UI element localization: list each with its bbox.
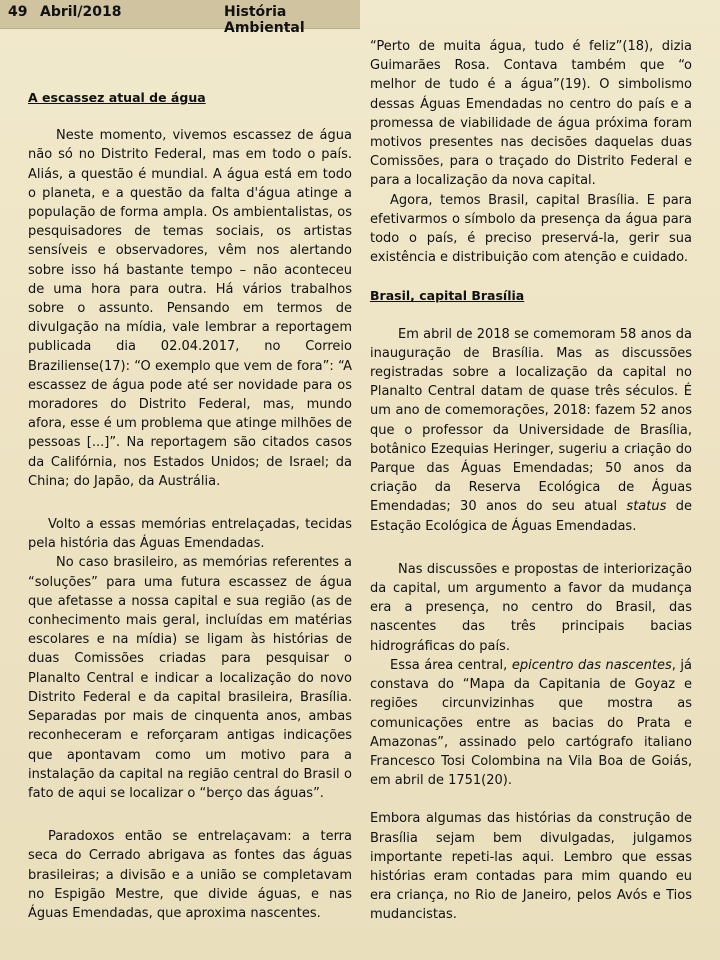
issue-date: Abril/2018: [40, 4, 122, 20]
paragraph: Paradoxos então se entrelaçavam: a terra seca do Cerrado abrigava as fontes das águas brasileiras; a divisão e a união se completavam no Espigão Mestre, que divide águas, e nas Águas Emendadas, que aproxima nascentes.: [28, 829, 352, 921]
paragraph: Essa área central, epicentro das nascentes, já constava do “Mapa da Capitania de Goyaz e regiões circunvizinhas que mostra as comunicações entre as bacias do Prata e Amazonas”, assinado pelo cartógrafo italiano Francesco Tosi Colombina na Vila Boa de Goiás, em abril de 1751(20).: [370, 657, 693, 789]
page-header: [0, 0, 360, 36]
paragraph: Volto a essas memórias entrelaçadas, tecidas pela história das Águas Emendadas.: [28, 517, 352, 552]
right-column: [370, 37, 692, 925]
section-heading-brasilia: Brasil, capital Brasília: [370, 288, 525, 304]
section-heading-scarcity: A escassez atual de água: [28, 90, 206, 105]
paragraph: Em abril de 2018 se comemoram 58 anos da inauguração de Brasília. Mas as discussões registradas sobre a localização da capital no Planalto Central datam de quase três séculos. É um ano de comemorações, 2018: fazem 52 anos que o professor da Universidade de Brasília, botânico Ezequias Heringer, sugeriu a criação do Parque das Águas Emendadas; 50 anos da criação da Reserva Ecológica de Águas Emendadas; 30 anos do seu atual status de Estação Ecológica de Águas Emendadas.: [370, 326, 692, 534]
paragraph: “Perto de muita água, tudo é feliz”(18), dizia Guimarães Rosa. Contava também que “o melhor de tudo é a água”(19). O simbolismo dessas Águas Emendadas no centro do país e a promessa de viabilidade de água próxima foram motivos presentes nas decisões daquelas duas Comissões, para o traçado do Distrito Federal e para a localização da nova capital.: [370, 39, 692, 189]
paragraph: Neste momento, vivemos escassez de água não só no Distrito Federal, mas em todo o país. Aliás, a questão é mundial. A água está em todo o planeta, e a questão da falta d'água atinge a população de forma ampla. Os ambientalistas, os pesquisadores de temas sociais, os artistas sensíveis e observadores, vêm nos alertando sobre isso há bastante tempo – não aconteceu de uma hora para outra. Há vários trabalhos sobre o assunto. Pensando em termos de divulgação na mídia, vale lembrar a reportagem publicada dia 02.04.2017, no Correio Braziliense(17): “O exemplo que vem de fora”: “A escassez de água pode até ser novidade para os moradores do Distrito Federal, mas, mundo afora, esse é um problema que atinge milhões de pessoas [...]”. Na reportagem são citados casos da Califórnia, nos Estados Unidos; de Israel; da China; do Japão, da Austrália.: [28, 128, 352, 489]
left-column: [28, 88, 352, 923]
page-number: 49: [8, 4, 28, 20]
paragraph: Agora, temos Brasil, capital Brasília. E para efetivarmos o símbolo da presença da água para todo o país, é preciso preservá-la, gerir sua existência e distribuição com atenção e cuidado.: [370, 192, 692, 266]
section-title: História Ambiental: [224, 4, 305, 36]
paragraph: Nas discussões e propostas de interiorização da capital, um argumento a favor da mudança era a presença, no centro do Brasil, das nascentes das três principais bacias hidrográficas do país.: [370, 561, 692, 654]
paragraph: No caso brasileiro, as memórias referentes a “soluções” para uma futura escassez de água que afetasse a nossa capital e sua região (as de conhecimento mais geral, incluídas em matérias escolares e na mídia) se ligam às histórias de duas Comissões criadas para pesquisar o Planalto Central e indicar a localização do novo Distrito Federal e da capital brasileira, Brasília. Separadas por mais de cinquenta anos, ambas reconheceram e reforçaram antigas indicações que apontavam como um motivo para a instalação da capital na região central do Brasil o fato de aqui se localizar o “berço das águas”.: [28, 555, 352, 801]
paragraph: Embora algumas das histórias da construção de Brasília sejam bem divulgadas, julgamos importante repeti-las aqui. Lembro que essas histórias eram contadas para mim quando eu era criança, no Rio de Janeiro, pelos Avós e Tios mudancistas.: [370, 811, 692, 923]
